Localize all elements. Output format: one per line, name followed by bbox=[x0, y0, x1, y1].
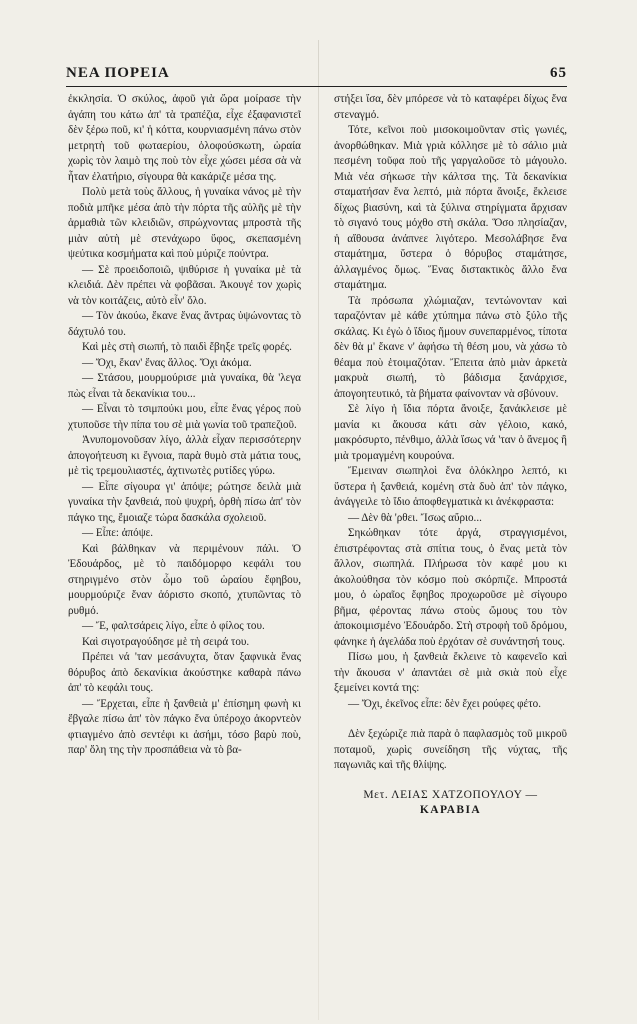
paragraph: — Τὸν ἀκούω, ἔκανε ἕνας ἄντρας ὑψώνοντας τὸ δάχτυλό του. bbox=[68, 310, 301, 338]
paragraph: Σὲ λίγο ἡ ἴδια πόρτα ἄνοιξε, ξανάκλεισε μὲ μανία κι ἄκουσα κάτι σὰν γέλοιο, κακό, μακρόσυρτο, πένθιμο, ἀλλὰ ἴσως νά 'ταν ὁ ἄνεμος ἢ μιὰ τρομαγμένη κουρούνα. bbox=[334, 403, 567, 462]
paragraph: Καὶ σιγοτραγούδησε μὲ τὴ σειρά του. bbox=[82, 635, 250, 648]
paragraph: ἐκκλησία. Ὁ σκύλος, ἀφοῦ γιὰ ὥρα μοίρασε τὴν ἀγάπη του κάτω ἀπ' τὰ τραπέζια, εἶχε ἐξαφανιστεῖ δὲν ξέρω ποῦ, κι' ἡ κόττα, κουρνιασμένη πάνω στὸν μετρητὴ τοῦ φωταερίου, ὁλοφούσκωτη, ὡραία χωρὶς τὸν λαιμὸ της ποὺ τὸν εἶχε χώσει μέσα σὰ νὰ ἦταν ἐλατήριο, σίγουρα θὰ κακάριζε μέσα της. bbox=[68, 93, 301, 183]
translator-signature bbox=[334, 788, 567, 819]
paragraph: — Εἶπε σίγουρα γι' ἀπόψε; ρώτησε δειλὰ μιὰ γυναίκα τὴν ξανθειά, ποὺ ψυχρή, ὀρθὴ πίσω ἀπ' τὸν πάγκο της, ἔμοιαζε τώρα δασκάλα σχολειοῦ. bbox=[68, 480, 301, 524]
paragraph: — Ὄχι, ἐκεῖνος εἶπε: δὲν ἔχει ρούφες φέτο. bbox=[348, 697, 541, 710]
paragraph: Δὲν ξεχώριζε πιὰ παρὰ ὁ παφλασμὸς τοῦ μικροῦ ποταμοῦ, χωρὶς συνείδηση τῆς νύχτας, τῆς παγωνιᾶς καὶ τῆς θλίψης. bbox=[334, 728, 567, 771]
paragraph: Πολὺ μετὰ τοὺς ἄλλους, ἡ γυναίκα νάνος μὲ τὴν ποδιὰ μπῆκε μέσα ἀπὸ τὴν πόρτα τῆς αὐλῆς μὲ τὴν ἁρμαθιὰ τῶν κλειδιῶν, σπρώχνοντας μπροστὰ τῆς μιὰν αὐτὴ μὲ στενάχωρο ὕφος, σκεπασμένη ψεύτικα κοσμήματα καὶ ποὺ μύριζε πούντρα. bbox=[68, 186, 301, 260]
paragraph: Ἔμειναν σιωπηλοὶ ἕνα ὁλόκληρο λεπτό, κι ὕστερα ἡ ξανθειά, κομένη στὰ δυὸ ἀπ' τὸν πάγκο, ἀνάγγειλε τὸ ἴδιο ἀποφθεγματικὰ κι ἀνέκφραστα: bbox=[334, 465, 567, 508]
left-column bbox=[68, 92, 301, 922]
paragraph: Καὶ μὲς στὴ σιωπή, τὸ παιδὶ ἔβηξε τρεῖς φορές. bbox=[82, 341, 292, 353]
right-column bbox=[334, 92, 567, 922]
paragraph: — Ὄχι, ἔκαν' ἕνας ἄλλος. Ὄχι ἀκόμα. bbox=[82, 356, 252, 369]
paragraph: Πίσω μου, ἡ ξανθειὰ ἔκλεινε τὸ καφενεῖο καὶ τὴν ἄκουσα ν' ἀπαντάει σὲ μιὰ σκιὰ ποὺ εἶχε ξεμείνει κοντά της: bbox=[334, 651, 567, 694]
paragraph: — Ἔρχεται, εἶπε ἡ ξανθειὰ μ' ἐπίσημη φωνὴ κι ἔβγαλε πίσω ἀπ' τὸν πάγκο ἕνα ὑπέροχο ἀκορντεὸν φτιαγμένο ἀπὸ σεντέφι κι ἀσήμι, τόσο βαρὺ ποὺ, παρ' ὅλη της τὴν προσπάθεια νὰ τὸ βα- bbox=[68, 697, 301, 756]
running-header bbox=[66, 58, 567, 82]
paragraph: Καὶ βάλθηκαν νὰ περιμένουν πάλι. Ὁ Ἐδουάρδος, μὲ τὸ παιδόμορφο κεφάλι του στηριγμένο στὸν ὦμο τοῦ ὡραίου ἔφηβου, μουρμούριζε ἕναν ἀόριστο σκοπό, χτυπῶντας τὸ ρυθμό. bbox=[68, 542, 301, 617]
paragraph: — Εἶναι τὸ τσιμπούκι μου, εἶπε ἕνας γέρος ποὺ χτυποῦσε τὴν πίπα του σὲ μιὰ γωνία τοῦ τραπεζιοῦ. bbox=[68, 403, 301, 431]
paragraph: — Δὲν θὰ 'ρθει. Ἴσως αὔριο... bbox=[348, 511, 482, 524]
journal-title: ΝΕΑ ΠΟΡΕΙΑ bbox=[66, 65, 170, 81]
paragraph: Πρέπει νά 'ταν μεσάνυχτα, ὅταν ξαφνικὰ ἕνας θόρυβος ἀπὸ δεκανίκια ἀκούστηκε καθαρὰ πάνω ἀπ' τὸ κεφάλι τους. bbox=[68, 651, 301, 694]
paragraph: — Σὲ προειδοποιῶ, ψιθύρισε ἡ γυναίκα μὲ τὰ κλειδιά. Δὲν πρέπει νὰ φοβᾶσαι. Ἀκουγέ τον χωρὶς νὰ τὸν κοιτάζεις, αὐτὸ εἶν' ὅλο. bbox=[68, 263, 301, 307]
page-crease bbox=[318, 40, 319, 1020]
paragraph: — Στάσου, μουρμούρισε μιὰ γυναίκα, θὰ 'λεγα πὼς εἶναι τὰ δεκανίκια του... bbox=[68, 372, 301, 400]
paragraph: — Εἶπε: ἀπόψε. bbox=[82, 527, 154, 539]
signature-line: Μετ. ΛΕΙΑΣ ΧΑΤΖΟΠΟΥΛΟΥ — bbox=[363, 788, 538, 801]
paragraph: — Ἔ, φαλτσάρεις λίγο, εἶπε ὁ φίλος του. bbox=[82, 620, 265, 632]
header-rule bbox=[66, 86, 567, 87]
paragraph: Σηκώθηκαν τότε ἀργά, στραγγισμένοι, ἐπιστρέφοντας στὰ σπίτια τους, ὁ ἕνας μετὰ τὸν ἄλλον, σιωπηλά. Πλήρωσα τὸν καφέ μου κι ἀκολούθησα τὸν κόσμο ποὺ σκόρπιζε. Μπροστά μου, ὁ ὡραῖος ἔφηβος προχωροῦσε μὲ σίγουρο βῆμα, φέροντας πάνω στοὺς ὤμους του τὸν ἀποκοιμισμένο Ἐδουάρδο. Στὴ στροφὴ τοῦ δρόμου, φάνηκε ἡ ἀγελάδα ποὺ ἐρχόταν σὲ συνάντησή τους. bbox=[334, 527, 567, 648]
paragraph: Τὰ πρόσωπα χλώμιαζαν, τεντώνονταν καὶ ταραζόνταν μὲ κάθε χτύπημα πάνω στὸ ξύλο τῆς σκάλας. Κι ἐγὼ ὁ ἴδιος ἤμουν συνεπαρμένος, τίποτα δὲν θὰ μ' ἔκανε ν' ἀφήσω τὴ θέση μου, νὰ χάσω τὸ θέαμα ποὺ ἑτοιμαζόταν. Ἔπειτα ἀπὸ μιὰν ἀρκετὰ μακρυὰ σιωπή, τὸ βάδισμα ξανάρχισε, ἀπογοητευτικό, τὰ βήματα φαίνονταν νὰ σβύνουν. bbox=[334, 294, 567, 400]
paragraph: Τότε, κεῖνοι ποὺ μισοκοιμοῦνταν στὶς γωνιές, ἀνορθώθηκαν. Μιὰ γριὰ κόλλησε μὲ τὸ σάλιο μιὰ πεσμένη τοῦφα ποὺ τῆς γαργαλοῦσε τὸ μάγουλο. Μιὰ νέα σήκωσε τὴν κάλτσα της. Τὰ δεκανίκια σταματήσαν ἕνα λεπτό, μιὰ πόρτα ἄνοιξε, ἔκλεισε δίχως βιασύνη, καὶ τὰ ξύλινα στηρίγματα ἄρχισαν τὸ σιγανό τους μόχθο στὴ σκάλα. Ὅσο πλησίαζαν, ἡ αἴθουσα ἀνάπνεε λιγότερο. Μεσολάβησε ἕνα σταμάτημα, ὕστερα ὁ θόρυβος σταμάτησε, ἀλλαγμένος ὅμως. Ἕνας διστακτικὸς ἄλλο ἕνα σταμάτημα. bbox=[334, 124, 567, 291]
paragraph: στήξει ἴσα, δὲν μπόρεσε νὰ τὸ καταφέρει δίχως ἕνα στεναγμό. bbox=[334, 93, 567, 121]
paragraph: Ἀνυπομονοῦσαν λίγο, ἀλλὰ εἶχαν περισσότερην ἀπογοήτευση κι ἔγνοια, παρὰ θυμὸ στὰ μάτια τους, μὲ τὶς τρεμουλιαστές, ἀχτινωτὲς ρυτίδες γύρω. bbox=[68, 434, 301, 477]
page-number: 65 bbox=[550, 65, 567, 81]
signature-line: ΚΑΡΑΒΙΑ bbox=[419, 804, 482, 816]
